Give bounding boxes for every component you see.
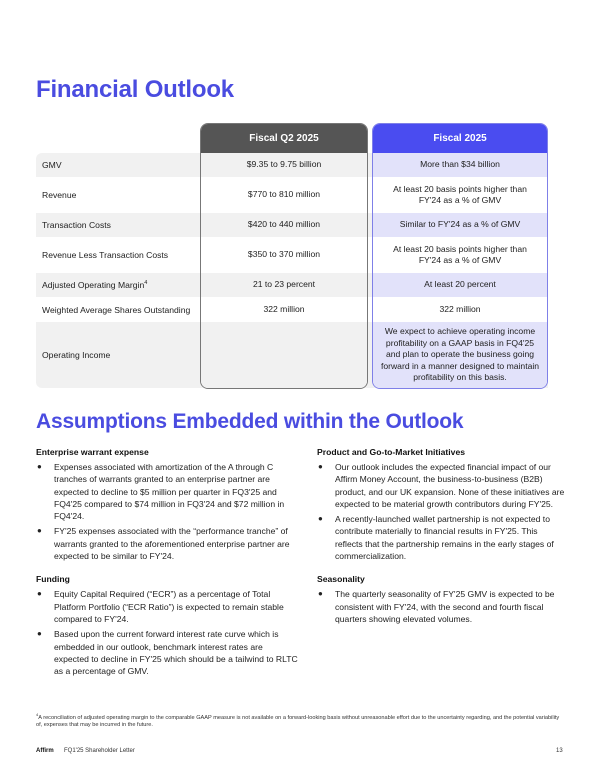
list-item xyxy=(36,628,298,677)
list-item xyxy=(36,588,298,625)
fiscal-2025-cell: 322 million xyxy=(373,297,547,322)
page-title: Financial Outlook xyxy=(36,76,234,103)
list-item-text: A recently-launched wallet partnership is not expected to contribute materially to financial results in FY'25. This reflects that the partnership remains in the early stages of commercialization. xyxy=(335,514,554,562)
row-label-text: Transaction Costs xyxy=(42,220,111,230)
list-item-text: Based upon the current forward interest rate curve which is embedded in our outlook, benchmark interest rates are expected to decline in FY'25 which should be a tailwind to RLTC as a percentage of GMV. xyxy=(54,629,298,677)
footnote-marker: 4 xyxy=(36,712,39,717)
outlook-table xyxy=(36,123,548,389)
bullet-list xyxy=(36,588,298,677)
fiscal-q2-cell: $420 to 440 million xyxy=(201,213,367,237)
list-item-text: Our outlook includes the expected financial impact of our Affirm Money Account, the business-to-business (B2B) product, and our UK expansion. None of these initiatives are expected to be material growth contributors during FY'25. xyxy=(335,462,565,509)
footnote-text: A reconciliation of adjusted operating margin to the comparable GAAP measure is not available on a forward-looking basis without unreasonable effort due to the uncertainty regarding, and the potential variability of, expenses that may be incurred in the future. xyxy=(36,714,560,729)
fiscal-q2-cell: 322 million xyxy=(201,297,367,322)
bullet-icon: ● xyxy=(37,526,42,536)
row-label xyxy=(42,280,147,290)
section-heading: Seasonality xyxy=(317,574,365,585)
page-number: 13 xyxy=(556,748,563,754)
bullet-icon: ● xyxy=(318,462,323,471)
bullet-list xyxy=(36,461,298,562)
fiscal-q2-column xyxy=(200,123,368,389)
bullet-icon: ● xyxy=(37,462,42,471)
list-item xyxy=(317,513,567,562)
row-label xyxy=(42,305,190,315)
row-label-text: GMV xyxy=(42,160,62,170)
column-header-fiscal-q2: Fiscal Q2 2025 xyxy=(201,124,367,153)
fiscal-q2-cell: $9.35 to 9.75 billion xyxy=(201,153,367,177)
row-label xyxy=(42,350,110,360)
bullet-list xyxy=(317,588,567,625)
footer-document-title: FQ1'25 Shareholder Letter xyxy=(64,748,135,754)
row-label-text: Operating Income xyxy=(42,350,111,360)
row-label-text: Revenue Less Transaction Costs xyxy=(42,250,169,260)
bullet-icon: ● xyxy=(318,514,323,524)
column-header-fiscal-2025: Fiscal 2025 xyxy=(373,124,547,153)
fiscal-2025-column xyxy=(372,123,548,389)
list-item-text: The quarterly seasonality of FY'25 GMV is expected to be consistent with FY'24, with the second and fourth fiscal quarters showing elevated volumes. xyxy=(335,589,555,624)
row-label-text: Weighted Average Shares Outstanding xyxy=(42,304,191,315)
list-item xyxy=(317,461,567,510)
footnote-reference: 4 xyxy=(144,280,148,287)
list-item xyxy=(317,588,567,625)
list-item xyxy=(36,525,298,562)
list-item-text: Equity Capital Required (“ECR”) as a percentage of Total Platform Portfolio (“ECR Ratio”) is expected to remain stable compared to FY'24. xyxy=(54,589,284,624)
assumptions-right-column xyxy=(317,447,567,637)
fiscal-2025-cell: At least 20 basis points higher than FY'24 as a % of GMV xyxy=(373,177,547,213)
list-item-text: FY'25 expenses associated with the “performance tranche” of warrants granted to the aforementioned enterprise partner are expected to be similar to FY'24. xyxy=(54,526,290,562)
section-heading: Enterprise warrant expense xyxy=(36,447,149,457)
footnote xyxy=(36,711,566,729)
footer-brand: Affirm xyxy=(36,748,54,754)
list-item-text: Expenses associated with amortization of the A through C tranches of warrants granted to an enterprise partner are expected to decline to $5 million per quarter in FQ3'25 and FQ4'25 compared to $74 million in FQ3'24 and $72 million in FQ4'24. xyxy=(54,462,285,522)
row-label xyxy=(42,220,111,230)
assumptions-title: Assumptions Embedded within the Outlook xyxy=(36,410,464,433)
fiscal-2025-cell: More than $34 billion xyxy=(373,153,547,177)
row-label xyxy=(42,250,168,260)
row-label xyxy=(42,190,76,200)
row-label xyxy=(42,160,62,170)
assumptions-left-column xyxy=(36,447,298,689)
bullet-icon: ● xyxy=(37,629,42,639)
row-label-text: Adjusted Operating Margin xyxy=(42,280,145,290)
fiscal-q2-cell: $770 to 810 million xyxy=(201,177,367,213)
section-heading: Funding xyxy=(36,574,70,585)
bullet-icon: ● xyxy=(318,589,323,599)
list-item xyxy=(36,461,298,522)
bullet-icon: ● xyxy=(37,589,42,599)
fiscal-2025-cell: At least 20 percent xyxy=(373,273,547,297)
fiscal-2025-cell: We expect to achieve operating income profitability on a GAAP basis in FQ4'25 and plan to operate the business going forward in a manner designed to maintain profitability on this basis. xyxy=(373,322,547,388)
row-label-text: Revenue xyxy=(42,190,77,200)
fiscal-q2-cell: 21 to 23 percent xyxy=(201,273,367,297)
fiscal-q2-cell xyxy=(201,322,367,388)
fiscal-2025-cell: Similar to FY'24 as a % of GMV xyxy=(373,213,547,237)
fiscal-2025-cell: At least 20 basis points higher than FY'24 as a % of GMV xyxy=(373,237,547,273)
bullet-list xyxy=(317,461,567,562)
section-heading: Product and Go-to-Market Initiatives xyxy=(317,447,466,457)
fiscal-q2-cell: $350 to 370 million xyxy=(201,237,367,273)
